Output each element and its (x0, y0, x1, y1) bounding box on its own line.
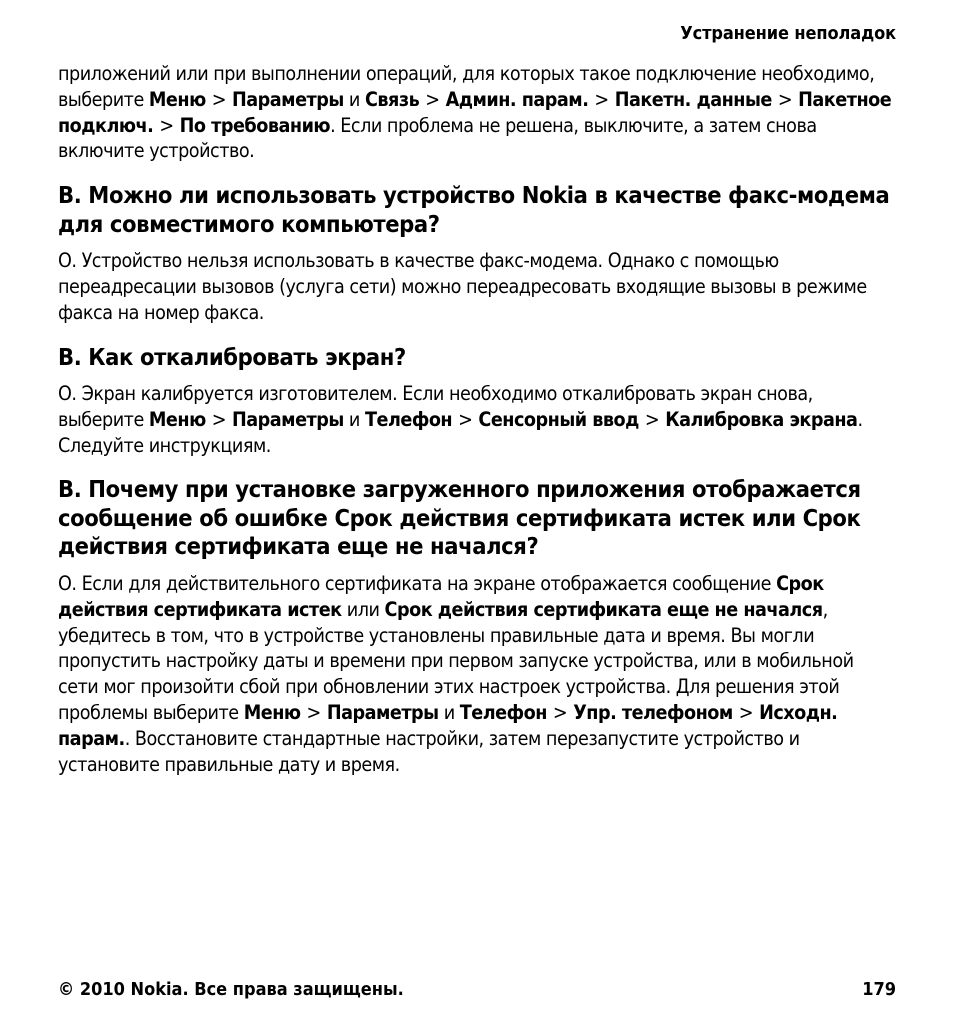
intro-text-3: . Если проблема не решена, выключите, а затем снова включите устройство. (58, 113, 817, 163)
path-separator: > (306, 700, 321, 724)
answer-3-text-3: , убедитесь в том, что в устройстве установлены правильные дата и время. Вы могли пропустить настройку даты и времени при первом запуске устройства, или в мобильной сети мог произойти сбой при обновлении этих настроек устройства. Для решения этой проблемы выберите (58, 597, 854, 724)
page-number: 179 (862, 979, 896, 1000)
menu-path-menu: Меню (148, 87, 206, 111)
answer-3-paragraph (58, 571, 898, 777)
menu-path-touch-input: Сенсорный ввод (478, 407, 639, 431)
answer-2-paragraph (58, 381, 898, 458)
path-separator: > (159, 113, 174, 137)
footer-copyright: © 2010 Nokia. Все права защищены. (58, 979, 404, 1000)
menu-path-menu: Меню (243, 700, 301, 724)
menu-path-phone-management: Упр. телефоном (573, 700, 733, 724)
path-separator: > (211, 87, 226, 111)
menu-path-when-needed: По требованию (179, 113, 331, 137)
intro-text-1: приложений или при выполнении операций, для которых такое подключение необходимо, выберите (58, 62, 875, 111)
menu-path-packet-connection: Пакетное подключ. (58, 87, 892, 137)
answer-3-text-1: О. Если для действительного сертификата на экране отображается сообщение (58, 571, 777, 595)
answer-3-text-5: . Восстановите стандартные настройки, затем перезапустите устройство и установите правильные дату и время. (58, 726, 800, 776)
answer-2-text-2: и (343, 407, 365, 431)
answer-1-paragraph: О. Устройство нельзя использовать в качестве факс-модема. Однако с помощью переадресации вызовов (услуга сети) можно переадресовать входящие вызовы в режиме факса на номер факса. (58, 249, 867, 324)
menu-path-phone: Телефон (364, 407, 453, 431)
menu-path-phone: Телефон (459, 700, 547, 724)
answer-2-text-1: О. Экран калибруется изготовителем. Если необходимо откалибровать экран снова, выберите (58, 382, 813, 431)
menu-path-packet-data: Пакетн. данные (614, 87, 772, 111)
path-separator: > (777, 87, 793, 111)
question-2-heading: В. Как откалибровать экран? (58, 342, 406, 371)
page-content (58, 61, 898, 777)
path-separator: > (211, 407, 226, 431)
menu-path-settings: Параметры (232, 407, 344, 431)
path-separator: > (738, 700, 754, 724)
menu-path-screen-calibration: Калибровка экрана (665, 407, 858, 431)
intro-paragraph (58, 61, 898, 164)
question-3-heading: В. Почему при установке загруженного приложения отображается сообщение об ошибке Срок действия сертификата истек или Срок действия сертификата еще не начался? (58, 475, 861, 561)
menu-path-connectivity: Связь (364, 87, 420, 111)
running-header: Устранение неполадок (680, 23, 896, 44)
menu-path-menu: Меню (148, 407, 206, 431)
intro-text-2: и (343, 87, 365, 111)
path-separator: > (594, 87, 609, 111)
answer-3-text-2: или (341, 597, 385, 621)
error-message-expired: Срок действия сертификата истек (58, 571, 824, 621)
path-separator: > (644, 407, 660, 431)
path-separator: > (458, 407, 473, 431)
menu-path-admin-settings: Админ. парам. (445, 87, 589, 111)
path-separator: > (425, 87, 440, 111)
error-message-not-started: Срок действия сертификата еще не начался (384, 597, 823, 621)
menu-path-settings: Параметры (232, 87, 344, 111)
answer-2-text-3: . Следуйте инструкциям. (58, 407, 863, 457)
menu-path-settings: Параметры (326, 700, 439, 724)
menu-path-factory-settings: Исходн. парам. (58, 700, 838, 750)
answer-3-text-4: и (438, 700, 460, 724)
question-1-heading: В. Можно ли использовать устройство Nokia в качестве факс-модема для совместимого компьютера? (58, 181, 890, 238)
path-separator: > (552, 700, 568, 724)
